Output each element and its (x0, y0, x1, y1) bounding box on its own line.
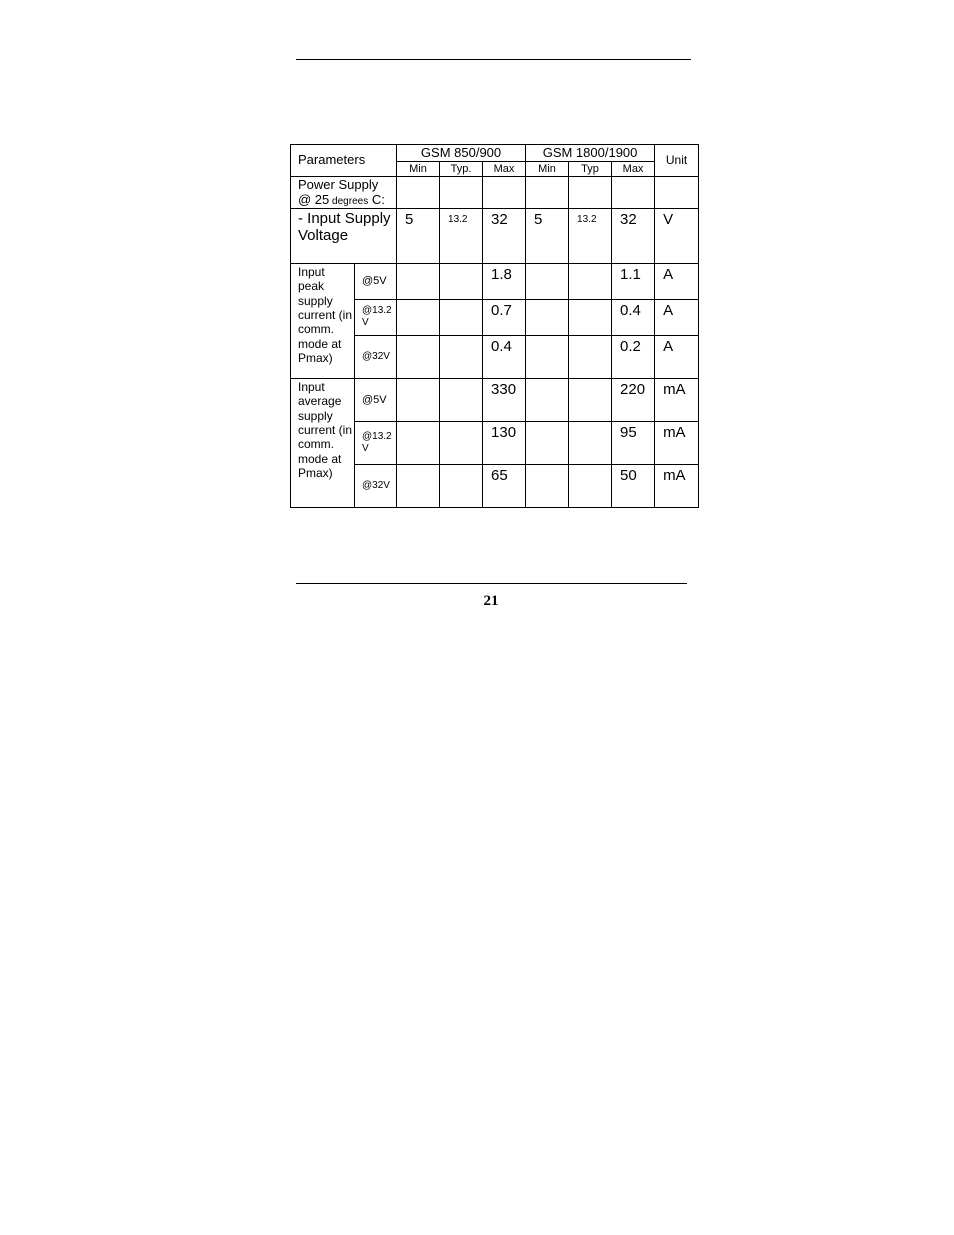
power-supply-spec-table (290, 144, 699, 508)
empty-cell (655, 177, 699, 209)
max-2-cell: 1.1 (612, 263, 655, 299)
condition-cell: @13.2 V (355, 299, 397, 335)
empty-cell (526, 299, 569, 335)
empty-cell (397, 421, 440, 464)
condition-cell: @5V (355, 378, 397, 421)
unit-cell: mA (655, 421, 699, 464)
empty-cell (569, 464, 612, 507)
table-row (291, 263, 699, 299)
unit-cell: mA (655, 464, 699, 507)
power-supply-row (291, 177, 699, 209)
header-min-1: Min (397, 162, 440, 177)
header-typ-1: Typ. (440, 162, 483, 177)
empty-cell (440, 335, 483, 378)
header-min-2: Min (526, 162, 569, 177)
empty-cell (440, 177, 483, 209)
power-supply-line2-prefix: @ 25 (298, 191, 330, 207)
empty-cell (569, 421, 612, 464)
empty-cell (526, 335, 569, 378)
empty-cell (526, 263, 569, 299)
max-1-cell: 130 (483, 421, 526, 464)
peak-current-label: Input peak supply current (in comm. mode at Pmax) (291, 263, 355, 378)
header-parameters: Parameters (291, 145, 397, 177)
condition-cell: @13.2 V (355, 421, 397, 464)
power-supply-line2-small: degrees (329, 195, 369, 207)
table-header-row (291, 145, 699, 162)
unit-cell: A (655, 299, 699, 335)
empty-cell (397, 378, 440, 421)
voltage-min-2: 5 (526, 208, 569, 263)
header-gsm-850-900: GSM 850/900 (397, 145, 526, 162)
empty-cell (483, 177, 526, 209)
max-1-cell: 1.8 (483, 263, 526, 299)
header-gsm-1800-1900: GSM 1800/1900 (526, 145, 655, 162)
condition-cell: @5V (355, 263, 397, 299)
average-current-label: Input average supply current (in comm. mode at Pmax) (291, 378, 355, 507)
header-rule (296, 59, 691, 60)
empty-cell (569, 299, 612, 335)
max-2-cell: 0.4 (612, 299, 655, 335)
voltage-typ-2: 13.2 (569, 208, 612, 263)
unit-cell: A (655, 263, 699, 299)
voltage-min-1: 5 (397, 208, 440, 263)
empty-cell (569, 335, 612, 378)
max-2-cell: 220 (612, 378, 655, 421)
empty-cell (397, 299, 440, 335)
empty-cell (526, 177, 569, 209)
max-2-cell: 0.2 (612, 335, 655, 378)
max-1-cell: 0.4 (483, 335, 526, 378)
empty-cell (569, 263, 612, 299)
power-supply-line2-suffix: C: (368, 191, 385, 207)
unit-cell: mA (655, 378, 699, 421)
empty-cell (397, 177, 440, 209)
voltage-label: - Input Supply Voltage (291, 208, 397, 263)
empty-cell (612, 177, 655, 209)
empty-cell (440, 421, 483, 464)
max-2-cell: 95 (612, 421, 655, 464)
voltage-unit: V (655, 208, 699, 263)
empty-cell (440, 299, 483, 335)
header-max-2: Max (612, 162, 655, 177)
header-unit: Unit (655, 145, 699, 177)
max-1-cell: 65 (483, 464, 526, 507)
voltage-typ-1: 13.2 (440, 208, 483, 263)
empty-cell (440, 263, 483, 299)
empty-cell (569, 378, 612, 421)
empty-cell (397, 335, 440, 378)
unit-cell: A (655, 335, 699, 378)
max-1-cell: 0.7 (483, 299, 526, 335)
empty-cell (526, 421, 569, 464)
power-supply-label (291, 177, 397, 209)
empty-cell (440, 464, 483, 507)
voltage-max-2: 32 (612, 208, 655, 263)
voltage-max-1: 32 (483, 208, 526, 263)
footer-rule (296, 583, 687, 584)
empty-cell (526, 464, 569, 507)
condition-cell: @32V (355, 464, 397, 507)
empty-cell (569, 177, 612, 209)
voltage-row (291, 208, 699, 263)
header-typ-2: Typ (569, 162, 612, 177)
max-2-cell: 50 (612, 464, 655, 507)
condition-cell: @32V (355, 335, 397, 378)
power-supply-line1: Power Supply (298, 177, 379, 192)
page-number: 21 (483, 593, 499, 609)
empty-cell (397, 263, 440, 299)
empty-cell (397, 464, 440, 507)
header-max-1: Max (483, 162, 526, 177)
empty-cell (526, 378, 569, 421)
max-1-cell: 330 (483, 378, 526, 421)
table-row (291, 378, 699, 421)
empty-cell (440, 378, 483, 421)
